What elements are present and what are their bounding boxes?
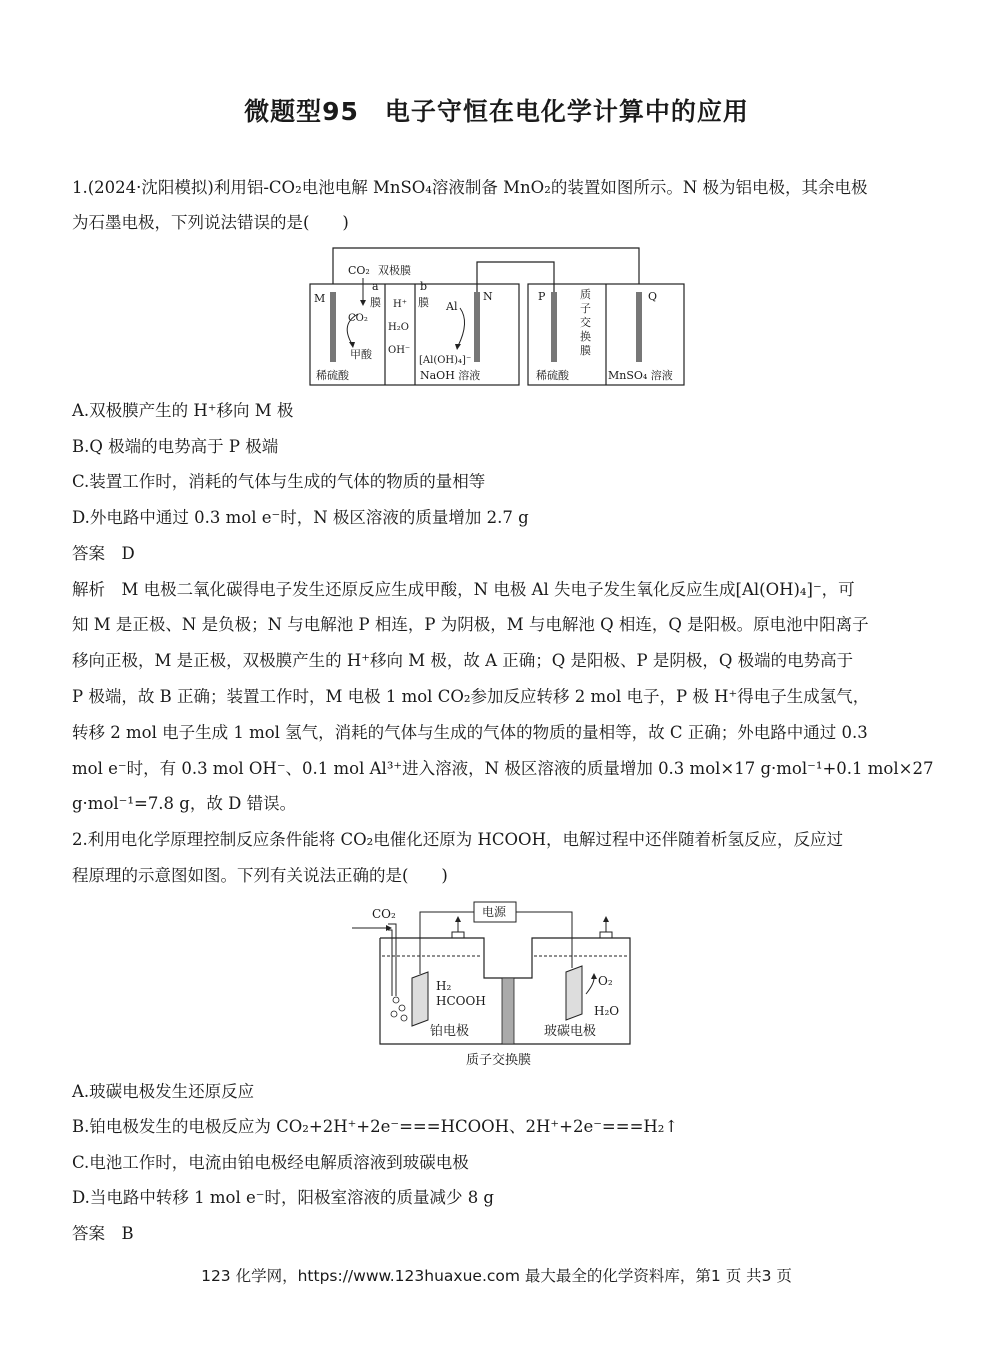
q2-gc-label: 玻碳电极 <box>544 1024 597 1039</box>
q1-n-label: N <box>483 290 493 303</box>
q1-option-c: C.装置工作时，消耗的气体与生成的气体的物质的量相等 <box>72 472 486 491</box>
q1-pem-char-2: 子 <box>580 302 591 315</box>
q1-hplus-label: H⁺ <box>393 299 407 310</box>
electrode-n <box>474 292 480 362</box>
q1-co2-label: CO₂ <box>348 264 370 277</box>
q1-option-a: A.双极膜产生的 H⁺移向 M 极 <box>72 401 294 420</box>
q1-bipolar-label: 双极膜 <box>378 264 411 277</box>
q1-dilute-acid-1: 稀硫酸 <box>316 369 349 382</box>
q1-mnso4-label: MnSO₄ 溶液 <box>608 369 673 382</box>
q1-h2o-label: H₂O <box>388 322 409 333</box>
q1-m-label: M <box>314 292 326 305</box>
q2-pt-label: 铂电极 <box>430 1024 470 1039</box>
q2-option-b: B.铂电极发生的电极反应为 CO₂+2H⁺+2e⁻===HCOOH、2H⁺+2e⁻===H₂↑ <box>72 1117 679 1136</box>
q1-q-label: Q <box>648 290 658 303</box>
platinum-electrode <box>412 972 428 1026</box>
q1-co2b-label: CO₂ <box>348 313 368 324</box>
q2-stem-line-2: 程原理的示意图如图。下列有关说法正确的是( ) <box>72 866 448 885</box>
q1-pem-char-3: 交 <box>580 316 591 329</box>
q1-pem-char-5: 膜 <box>580 344 591 357</box>
q2-hcooh-label: HCOOH <box>436 994 486 1008</box>
q1-explanation-5: 转移 2 mol 电子生成 1 mol 氢气，消耗的气体与生成的气体的物质的量相等，故 C 正确；外电路中通过 0.3 <box>72 723 868 742</box>
q1-pem-char-1: 质 <box>580 288 591 301</box>
q2-o2-label: O₂ <box>598 974 613 988</box>
q2-pem-label: 质子交换膜 <box>466 1053 532 1068</box>
q1-explanation-2: 知 M 是正极、N 是负极；N 与电解池 P 相连，P 为阴极，M 与电解池 Q 相连，Q 是阳极。原电池中阳离子 <box>72 615 869 634</box>
electrode-p <box>551 292 557 362</box>
q1-p-label: P <box>538 290 546 303</box>
q2-answer: 答案 B <box>72 1224 134 1243</box>
q1-pem-char-4: 换 <box>580 330 591 343</box>
q1-diagram <box>300 244 690 390</box>
q1-stem-line-1: 1.(2024·沈阳模拟)利用铝-CO₂电池电解 MnSO₄溶液制备 MnO₂的装置如图所示。N 极为铝电极，其余电极 <box>72 178 868 197</box>
q2-h2o-label: H₂O <box>594 1004 620 1018</box>
q2-diagram <box>348 898 638 1070</box>
q1-al-label: Al <box>446 300 458 313</box>
q1-answer: 答案 D <box>72 544 135 563</box>
q2-h2-label: H₂ <box>436 979 452 993</box>
page-title: 微题型95 电子守恒在电化学计算中的应用 <box>244 97 749 126</box>
page-footer: 123 化学网，https://www.123huaxue.com 最大最全的化学资料库，第1 页 共3 页 <box>201 1267 792 1285</box>
q1-oh-label: OH⁻ <box>388 345 411 356</box>
q1-option-d: D.外电路中通过 0.3 mol e⁻时，N 极区溶液的质量增加 2.7 g <box>72 508 529 527</box>
q1-mo-a: 膜 <box>370 296 381 309</box>
q1-b-label: b <box>420 280 428 293</box>
q1-explanation-3: 移向正极，M 是正极，双极膜产生的 H⁺移向 M 极，故 A 正确；Q 是阳极、P 是阴极，Q 极端的电势高于 <box>72 651 854 670</box>
q2-option-c: C.电池工作时，电流由铂电极经电解质溶液到玻碳电极 <box>72 1153 469 1172</box>
q1-dilute-acid-2: 稀硫酸 <box>536 369 569 382</box>
q2-option-d: D.当电路中转移 1 mol e⁻时，阳极室溶液的质量减少 8 g <box>72 1188 494 1207</box>
q1-a-label: a <box>372 280 379 293</box>
glassy-carbon-electrode <box>566 966 582 1020</box>
electrode-q <box>636 292 642 362</box>
q1-explanation-7: g·mol⁻¹=7.8 g，故 D 错误。 <box>72 794 297 813</box>
q1-aloh4-label: [Al(OH)₄]⁻ <box>419 355 472 366</box>
q1-option-b: B.Q 极端的电势高于 P 极端 <box>72 437 279 456</box>
electrode-m <box>330 292 336 362</box>
q1-formic-label: 甲酸 <box>350 348 372 361</box>
q2-stem-line-1: 2.利用电化学原理控制反应条件能将 CO₂电催化还原为 HCOOH，电解过程中还伴随着析氢反应，反应过 <box>72 830 843 849</box>
q1-naoh-label: NaOH 溶液 <box>420 369 481 382</box>
q1-mo-b: 膜 <box>418 296 429 309</box>
q1-explanation-1: 解析 M 电极二氧化碳得电子发生还原反应生成甲酸，N 电极 Al 失电子发生氧化反应生成[Al(OH)₄]⁻，可 <box>72 580 855 599</box>
q2-power-label: 电源 <box>482 905 507 919</box>
q1-stem-line-2: 为石墨电极，下列说法错误的是( ) <box>72 213 349 232</box>
q1-explanation-6: mol e⁻时，有 0.3 mol OH⁻、0.1 mol Al³⁺进入溶液，N 极区溶液的质量增加 0.3 mol×17 g·mol⁻¹+0.1 mol×27 <box>72 759 934 778</box>
q2-co2-label: CO₂ <box>372 907 396 921</box>
q1-explanation-4: P 极端，故 B 正确；装置工作时，M 电极 1 mol CO₂参加反应转移 2 mol 电子，P 极 H⁺得电子生成氢气， <box>72 687 870 706</box>
proton-exchange-membrane <box>502 978 514 1044</box>
q2-option-a: A.玻碳电极发生还原反应 <box>72 1082 255 1101</box>
